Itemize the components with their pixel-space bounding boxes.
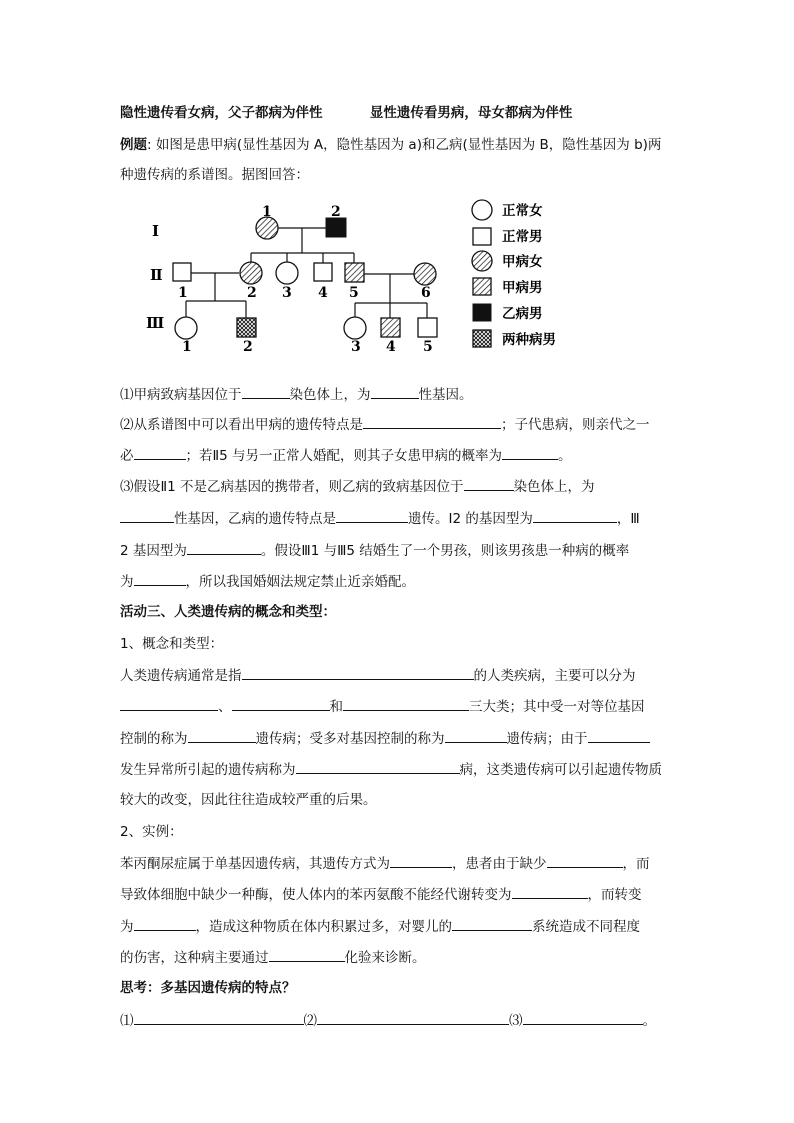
- example-pku-4: [120, 947, 426, 968]
- q1-text-c: 性基因。: [418, 387, 473, 403]
- p2-text-a: 、: [218, 699, 232, 715]
- p2-text-c: 三大类；其中受一对等位基因: [469, 699, 645, 715]
- p2-blank-2[interactable]: [232, 696, 330, 711]
- question-1: [120, 384, 473, 405]
- e3-text-b: ，造成这种物质在体内积累过多，对婴儿的: [195, 919, 452, 935]
- p1-text-a: 人类遗传病通常是指: [120, 668, 242, 684]
- p4-text-a: 发生异常所引起的遗传病称为: [120, 762, 296, 778]
- legend-label-4: 乙病男: [502, 306, 543, 322]
- gen3-num-3: 3: [351, 339, 361, 355]
- e3-blank-1[interactable]: [134, 916, 196, 931]
- e1-blank-1[interactable]: [390, 853, 452, 868]
- legend-b-male-icon: [473, 304, 491, 321]
- gen2-female-6: [414, 263, 436, 285]
- e2-blank-1[interactable]: [512, 884, 588, 899]
- q2-blank-3[interactable]: [502, 445, 558, 460]
- p2-blank-1[interactable]: [120, 696, 218, 711]
- q3-text-d: 遗传。Ⅰ2 的基因型为: [408, 511, 533, 527]
- gen2-num-1: 1: [178, 285, 188, 301]
- e2-text-a: 导致体细胞中缺少一种酶，使人体内的苯丙氨酸不能经代谢转变为: [120, 887, 512, 903]
- q1-blank-1[interactable]: [242, 384, 290, 399]
- legend-normal-male-icon: [473, 228, 491, 245]
- legend-label-3: 甲病男: [502, 280, 543, 296]
- think-blank-3[interactable]: [523, 1010, 643, 1025]
- legend-label-0: 正常女: [502, 203, 543, 219]
- question-3-line-2: [120, 508, 640, 529]
- q2-blank-1[interactable]: [363, 414, 501, 429]
- gen-label-1: Ⅰ: [152, 222, 160, 240]
- e3-text-c: 系统造成不同程度: [532, 919, 640, 935]
- gen1-male-2: [326, 218, 346, 237]
- q3-text-i: ，所以我国婚姻法规定禁止近亲婚配。: [185, 574, 415, 590]
- think-label-1: ⑴: [120, 1013, 134, 1029]
- legend-label-5: 两种病男: [502, 332, 556, 348]
- gen3-male-2: [237, 318, 256, 337]
- legend-label-1: 正常男: [502, 229, 543, 245]
- e4-text-a: 的伤害，这种病主要通过: [120, 950, 269, 966]
- gen3-num-2: 2: [243, 339, 253, 355]
- gen3-num-4: 4: [386, 339, 396, 355]
- q3-text-c: 性基因，乙病的遗传特点是: [174, 511, 336, 527]
- dominant-rule: 显性遗传看男病，母女都病为伴性: [369, 105, 573, 121]
- e3-blank-2[interactable]: [452, 916, 532, 931]
- gen3-num-1: 1: [182, 339, 192, 355]
- q1-blank-2[interactable]: [371, 384, 419, 399]
- q3-blank-2[interactable]: [120, 508, 174, 523]
- question-3-line-4: [120, 571, 415, 592]
- think-label-2: ⑵: [303, 1013, 317, 1029]
- q3-text-a: ⑶假设Ⅱ1 不是乙病基因的携带者，则乙病的致病基因位于: [120, 479, 464, 495]
- think-answers: [120, 1010, 656, 1031]
- q3-blank-6[interactable]: [134, 571, 186, 586]
- e1-blank-2[interactable]: [547, 853, 623, 868]
- legend-a-male-icon: [473, 278, 491, 295]
- e1-text-c: ，而: [622, 856, 650, 872]
- think-label-3: ⑶: [509, 1013, 523, 1029]
- question-2-line-2: [120, 445, 572, 466]
- q2-text-c: 必: [120, 448, 134, 464]
- gen1-num-2: 2: [331, 204, 341, 220]
- gen2-num-3: 3: [282, 285, 292, 301]
- example-line-2: [120, 165, 309, 185]
- p1-text-b: 的人类疾病，主要可以分为: [473, 668, 636, 684]
- p3-blank-1[interactable]: [188, 728, 256, 743]
- think-blank-2[interactable]: [317, 1010, 509, 1025]
- q3-text-b: 染色体上，为: [513, 479, 595, 495]
- activity3-title: 活动三、人类遗传病的概念和类型：: [120, 604, 336, 620]
- example-pku-3: [120, 916, 640, 937]
- legend-a-female-icon: [472, 251, 492, 271]
- e2-text-b: ，而转变: [587, 887, 642, 903]
- legend-normal-female-icon: [472, 200, 492, 220]
- q3-blank-5[interactable]: [187, 540, 261, 555]
- activity3-p4: [120, 759, 662, 780]
- example-text-1: : 如图是患甲病(显性基因为 A，隐性基因为 a)和乙病(显性基因为 B，隐性基因为 b)两: [147, 137, 662, 153]
- q3-text-g: 。假设Ⅲ1 与Ⅲ5 结婚生了一个男孩，则该男孩患一种病的概率: [260, 543, 630, 559]
- gen-label-3: Ⅲ: [146, 314, 165, 332]
- gen2-female-3: [276, 262, 298, 284]
- think-end: 。: [642, 1013, 656, 1029]
- gen2-male-5: [345, 263, 364, 282]
- gen3-female-1: [175, 317, 197, 339]
- gen2-male-4: [314, 263, 332, 281]
- q3-text-e: ，Ⅲ: [616, 511, 640, 527]
- p2-text-b: 和: [329, 699, 343, 715]
- think-title: 思考：多基因遗传病的特点？: [120, 980, 296, 996]
- p2-blank-3[interactable]: [343, 696, 469, 711]
- question-3-line-1: [120, 476, 595, 497]
- gen3-male-4: [381, 318, 400, 337]
- gen-label-2: Ⅱ: [150, 266, 163, 284]
- gen3-male-5: [418, 318, 437, 337]
- q1-text-b: 染色体上，为: [289, 387, 371, 403]
- e3-text-a: 为: [120, 919, 134, 935]
- q3-text-h: 为: [120, 574, 134, 590]
- example-pku-2: [120, 884, 642, 905]
- legend-both-male-icon: [473, 330, 491, 347]
- question-3-line-3: [120, 540, 629, 561]
- gen2-female-2: [240, 262, 262, 284]
- legend-label-2: 甲病女: [502, 254, 543, 270]
- activity3-p1: [120, 665, 636, 686]
- p4-blank-1[interactable]: [296, 759, 460, 774]
- p3-text-c: 遗传病；由于: [506, 731, 588, 747]
- q2-text-d: ；若Ⅱ5 与另一正常人婚配，则其子女患甲病的概率为: [185, 448, 503, 464]
- p4-text-b: 病，这类遗传病可以引起遗传物质: [459, 762, 662, 778]
- activity3-p5: 较大的改变，因此往往造成较严重的后果。: [120, 792, 377, 808]
- q3-blank-1[interactable]: [464, 476, 514, 491]
- e1-text-a: 苯丙酮尿症属于单基因遗传病，其遗传方式为: [120, 856, 390, 872]
- gen2-num-5: 5: [349, 285, 359, 301]
- question-2-line-1: [120, 414, 650, 435]
- q2-text-a: ⑵从系谱图中可以看出甲病的遗传特点是: [120, 417, 363, 433]
- p3-text-a: 控制的称为: [120, 731, 188, 747]
- gen2-num-4: 4: [318, 285, 328, 301]
- e4-blank-1[interactable]: [269, 947, 345, 962]
- p3-text-b: 遗传病；受多对基因控制的称为: [255, 731, 445, 747]
- e4-text-b: 化验来诊断。: [344, 950, 426, 966]
- p3-blank-3[interactable]: [588, 728, 650, 743]
- activity3-p2: [120, 696, 645, 717]
- q3-text-f: 2 基因型为: [120, 543, 187, 559]
- q3-blank-3[interactable]: [336, 508, 408, 523]
- gen2-male-1: [173, 263, 191, 281]
- e1-text-b: ，患者由于缺少: [452, 856, 547, 872]
- example-pku-1: [120, 853, 650, 874]
- example-line-1: [120, 135, 661, 155]
- example-label: 例题: [120, 137, 147, 153]
- q2-text-b: ；子代患病，则亲代之一: [501, 417, 650, 433]
- gen2-num-2: 2: [247, 285, 257, 301]
- q2-text-e: 。: [558, 448, 572, 464]
- gen3-female-3: [344, 317, 366, 339]
- q2-blank-2[interactable]: [134, 445, 186, 460]
- activity3-p3: [120, 728, 650, 749]
- gen1-num-1: 1: [262, 204, 272, 220]
- example-text-2: 种遗传病的系谱图。据图回答：: [120, 167, 309, 183]
- p1-blank-1[interactable]: [242, 665, 474, 680]
- activity3-sub2: 2、实例：: [120, 824, 183, 840]
- pedigree-diagram: [140, 198, 580, 358]
- q3-blank-4[interactable]: [533, 508, 617, 523]
- gen3-num-5: 5: [423, 339, 433, 355]
- gen2-num-6: 6: [421, 285, 431, 301]
- gen1-female-1: [256, 217, 278, 239]
- q1-text-a: ⑴甲病致病基因位于: [120, 387, 242, 403]
- mnemonic-line: [120, 103, 572, 123]
- recessive-rule: 隐性遗传看女病，父子都病为伴性: [120, 105, 323, 121]
- p3-blank-2[interactable]: [445, 728, 507, 743]
- activity3-sub1: 1、概念和类型：: [120, 636, 224, 652]
- think-blank-1[interactable]: [134, 1010, 304, 1025]
